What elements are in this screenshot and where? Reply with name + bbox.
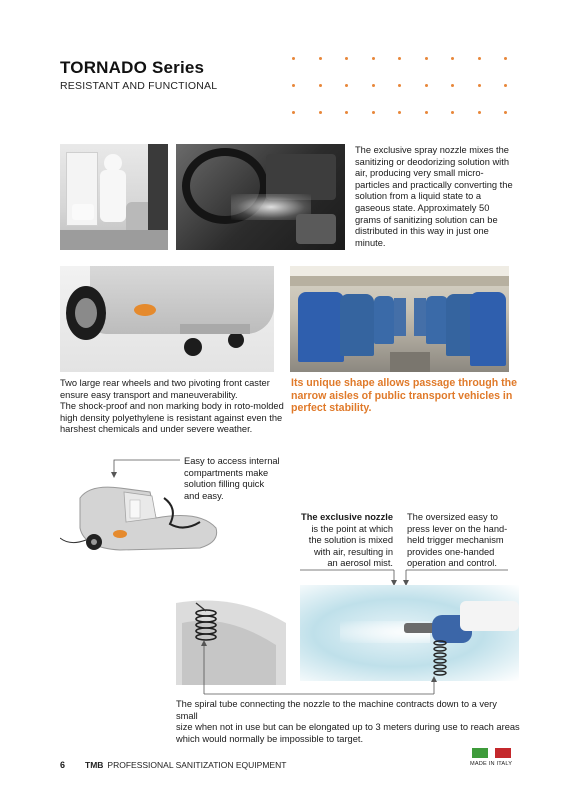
wheels-line: high density polyethylene is resistant against even the	[60, 412, 283, 423]
wheels-line: harshest chemicals and under severe weather.	[60, 424, 253, 435]
nozzle-line: is the point at which	[311, 523, 393, 534]
nozzle-description	[300, 512, 393, 570]
decorative-dot	[372, 111, 375, 114]
decorative-dot	[478, 111, 481, 114]
spiral-line: size when not in use but can be elongated up to 3 meters during use to reach areas	[176, 722, 520, 733]
spiral-callout-lines	[190, 640, 440, 698]
decorative-dot	[372, 84, 375, 87]
decorative-dot	[292, 84, 295, 87]
footer-tagline: PROFESSIONAL SANITIZATION EQUIPMENT	[107, 760, 287, 770]
compartment-line: solution filling quick	[184, 479, 265, 490]
italy-flag-green	[472, 748, 488, 758]
wheels-line: The shock-proof and non marking body in roto-molded	[60, 401, 284, 412]
decorative-dot	[398, 57, 401, 60]
decorative-dot	[504, 57, 507, 60]
shape-line: perfect stability.	[291, 402, 372, 415]
spiral-line: which would normally be impossible to target.	[176, 733, 364, 744]
lever-line: operation and control.	[407, 558, 497, 569]
shape-line: narrow aisles of public transport vehicles in	[291, 389, 513, 402]
bathroom-sanitizing-photo	[60, 144, 168, 250]
machine-side-image	[60, 478, 220, 558]
compartment-line: and easy.	[184, 490, 224, 501]
nozzle-line: an aerosol mist.	[327, 558, 393, 569]
page-title: TORNADO Series	[60, 58, 205, 77]
decorative-dot-grid	[292, 57, 520, 119]
footer-brand	[85, 760, 286, 770]
lever-line: press lever on the hand-	[407, 523, 508, 534]
decorative-dot	[425, 111, 428, 114]
wheels-line: ensure easy transport and maneuverability.	[60, 389, 238, 400]
shape-highlight	[291, 377, 521, 415]
lever-line: held trigger mechanism	[407, 535, 504, 546]
decorative-dot	[345, 84, 348, 87]
made-in-italy-label: MADE IN ITALY	[470, 761, 513, 767]
decorative-dot	[319, 84, 322, 87]
decorative-dot	[345, 111, 348, 114]
decorative-dot	[478, 84, 481, 87]
compartment-line: Easy to access internal	[184, 456, 280, 466]
decorative-dot	[292, 57, 295, 60]
decorative-dot	[451, 84, 454, 87]
decorative-dot	[292, 111, 295, 114]
car-interior-photo	[176, 144, 345, 250]
decorative-dot	[398, 84, 401, 87]
nozzle-line: with air, resulting in	[313, 546, 393, 557]
nozzle-intro-text: The exclusive spray nozzle mixes the sanitizing or deodorizing solution with air, producing very small micro-particles and practically converting the solution from a liquid state to a gaseous state. Approximately 50 grams of sanitizing solution can be distributed in this way in just one minute.	[355, 145, 513, 248]
lever-line: provides one-handed	[407, 546, 495, 557]
compartment-line: compartments make	[184, 467, 269, 478]
decorative-dot	[319, 57, 322, 60]
nozzle-bold-line: The exclusive nozzle	[301, 512, 393, 522]
lever-line: The oversized easy to	[407, 512, 498, 522]
compartment-callout-line	[110, 456, 182, 480]
decorative-dot	[451, 57, 454, 60]
decorative-dot	[478, 57, 481, 60]
decorative-dot	[504, 84, 507, 87]
nozzle-line: the solution is mixed	[308, 535, 393, 546]
train-seats-photo	[290, 266, 509, 372]
decorative-dot	[504, 111, 507, 114]
spiral-tube-text	[176, 699, 521, 745]
decorative-dot	[425, 84, 428, 87]
wheels-line: Two large rear wheels and two pivoting front caster	[60, 378, 270, 388]
decorative-dot	[451, 111, 454, 114]
decorative-dot	[425, 57, 428, 60]
spiral-line: The spiral tube connecting the nozzle to the machine contracts down to a very small	[176, 699, 497, 721]
italy-flag-red	[495, 748, 511, 758]
brand-name: TMB	[85, 760, 104, 770]
lever-description	[407, 512, 519, 570]
wheels-description	[60, 378, 290, 436]
page-number: 6	[60, 760, 66, 770]
page-subtitle: RESISTANT AND FUNCTIONAL	[60, 80, 218, 92]
decorative-dot	[345, 57, 348, 60]
decorative-dot	[319, 111, 322, 114]
decorative-dot	[372, 57, 375, 60]
machine-wheels-photo	[60, 266, 274, 372]
shape-line: Its unique shape allows passage through the	[291, 377, 518, 389]
decorative-dot	[398, 111, 401, 114]
